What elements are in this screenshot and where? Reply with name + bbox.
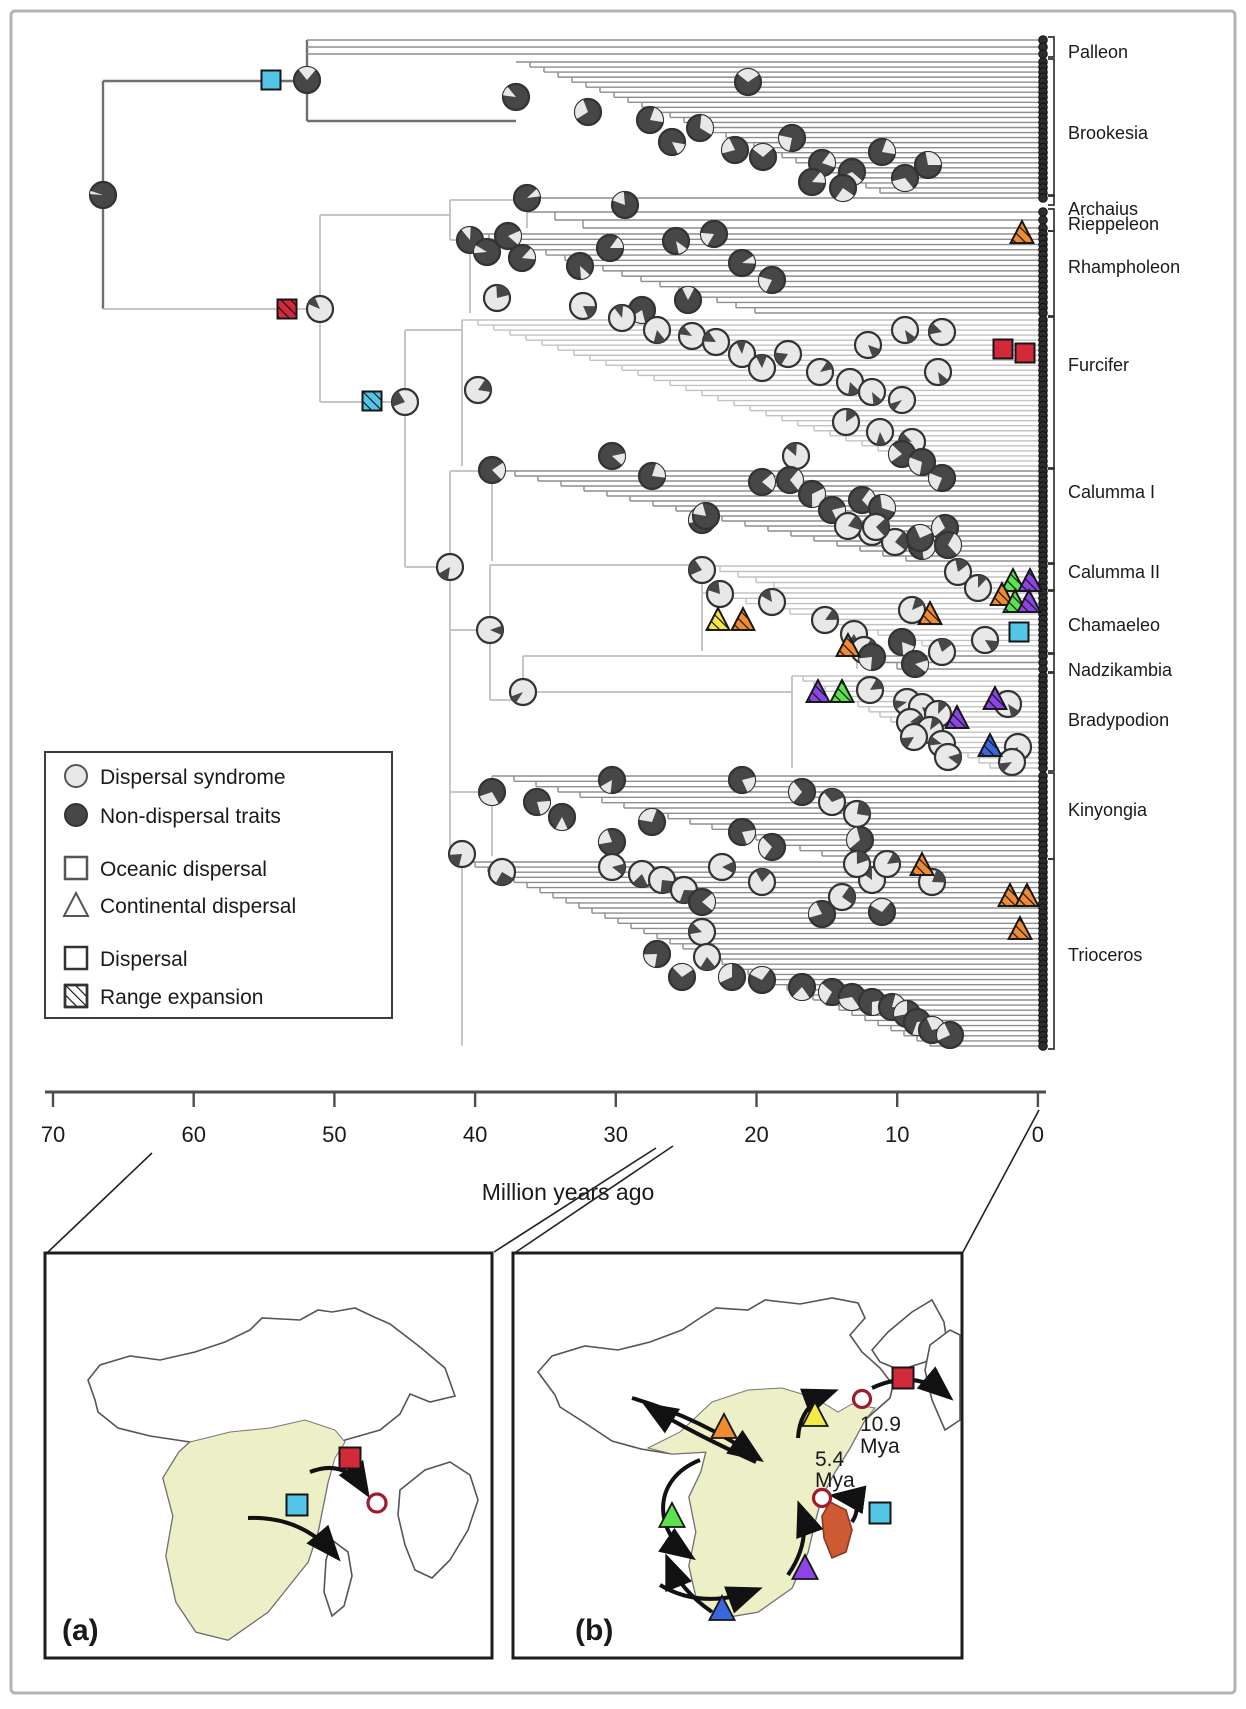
axis-tick-label: 50 bbox=[322, 1122, 347, 1147]
red-square-marker bbox=[340, 1448, 361, 1469]
map-b-label: (b) bbox=[575, 1614, 614, 1647]
tree-tip-dots bbox=[1039, 36, 1048, 1051]
clade-label: Calumma II bbox=[1068, 562, 1161, 582]
event-54-age: 5.4 bbox=[815, 1448, 845, 1471]
legend-label-oceanic: Oceanic dispersal bbox=[100, 858, 267, 881]
clade-label: Rieppeleon bbox=[1068, 214, 1160, 234]
map-a bbox=[45, 1253, 492, 1658]
clade-label: Nadzikambia bbox=[1068, 660, 1173, 680]
dated-event-circle bbox=[814, 1490, 831, 1507]
tip-dot bbox=[1039, 1042, 1048, 1051]
event-109-unit: Mya bbox=[860, 1435, 900, 1458]
cyan-square-marker bbox=[870, 1503, 891, 1524]
legend-label-dispersal-syndrome: Dispersal syndrome bbox=[100, 766, 286, 789]
clade-label: Furcifer bbox=[1068, 355, 1130, 375]
axis-title: Million years ago bbox=[481, 1179, 655, 1205]
axis-tick-label: 60 bbox=[181, 1122, 206, 1147]
clade-label: Archaius bbox=[1068, 199, 1139, 219]
clade-label: Brookesia bbox=[1068, 123, 1149, 143]
legend-label-range-expansion: Range expansion bbox=[100, 986, 264, 1009]
legend bbox=[45, 752, 392, 1018]
axis-tick-label: 40 bbox=[462, 1122, 488, 1147]
legend-non-dispersal-icon bbox=[65, 804, 87, 826]
event-54-unit: Mya bbox=[815, 1469, 855, 1492]
map-a-label: (a) bbox=[62, 1614, 99, 1647]
clade-label: Trioceros bbox=[1068, 945, 1143, 965]
axis-tick-label: 10 bbox=[884, 1122, 910, 1147]
legend-dispersal-syndrome-icon bbox=[65, 765, 87, 787]
clade-label: Chamaeleo bbox=[1068, 615, 1161, 635]
axis-tick-label: 0 bbox=[1031, 1122, 1045, 1147]
axis-tick-label: 20 bbox=[744, 1122, 769, 1147]
red-square-marker bbox=[994, 340, 1013, 359]
axis-tick-label: 30 bbox=[603, 1122, 629, 1147]
legend-box bbox=[45, 752, 392, 1018]
clade-label: Palleon bbox=[1068, 42, 1129, 62]
legend-dispersal-icon bbox=[65, 947, 87, 969]
legend-label-non-dispersal: Non-dispersal traits bbox=[100, 805, 281, 828]
tip-dot bbox=[1039, 208, 1048, 217]
legend-label-dispersal: Dispersal bbox=[100, 948, 188, 971]
cyan-square-marker bbox=[262, 71, 281, 90]
legend-oceanic-dispersal-icon bbox=[65, 857, 87, 879]
red-square-marker bbox=[893, 1368, 914, 1389]
clade-label: Bradypodion bbox=[1068, 710, 1170, 730]
map-b bbox=[513, 1253, 962, 1658]
clade-label: Rhampholeon bbox=[1068, 257, 1181, 277]
cyan-square-marker bbox=[1010, 623, 1029, 642]
legend-range-expansion-hatch bbox=[65, 985, 87, 1007]
clade-label: Calumma I bbox=[1068, 482, 1156, 502]
axis-tick-label: 70 bbox=[40, 1122, 66, 1147]
cyan-square-marker bbox=[287, 1495, 308, 1516]
tip-dot bbox=[1039, 216, 1048, 225]
hatch-overlay bbox=[363, 392, 382, 411]
legend-label-continental: Continental dispersal bbox=[100, 895, 297, 918]
event-109-age: 10.9 bbox=[860, 1413, 901, 1436]
tip-dot bbox=[1039, 50, 1048, 59]
tip-dot bbox=[1039, 194, 1048, 203]
tip-dot bbox=[1039, 764, 1048, 773]
clade-label: Kinyongia bbox=[1068, 800, 1148, 820]
dated-event-circle bbox=[854, 1391, 871, 1408]
hatch-overlay bbox=[278, 300, 297, 319]
red-square-marker bbox=[1016, 344, 1035, 363]
